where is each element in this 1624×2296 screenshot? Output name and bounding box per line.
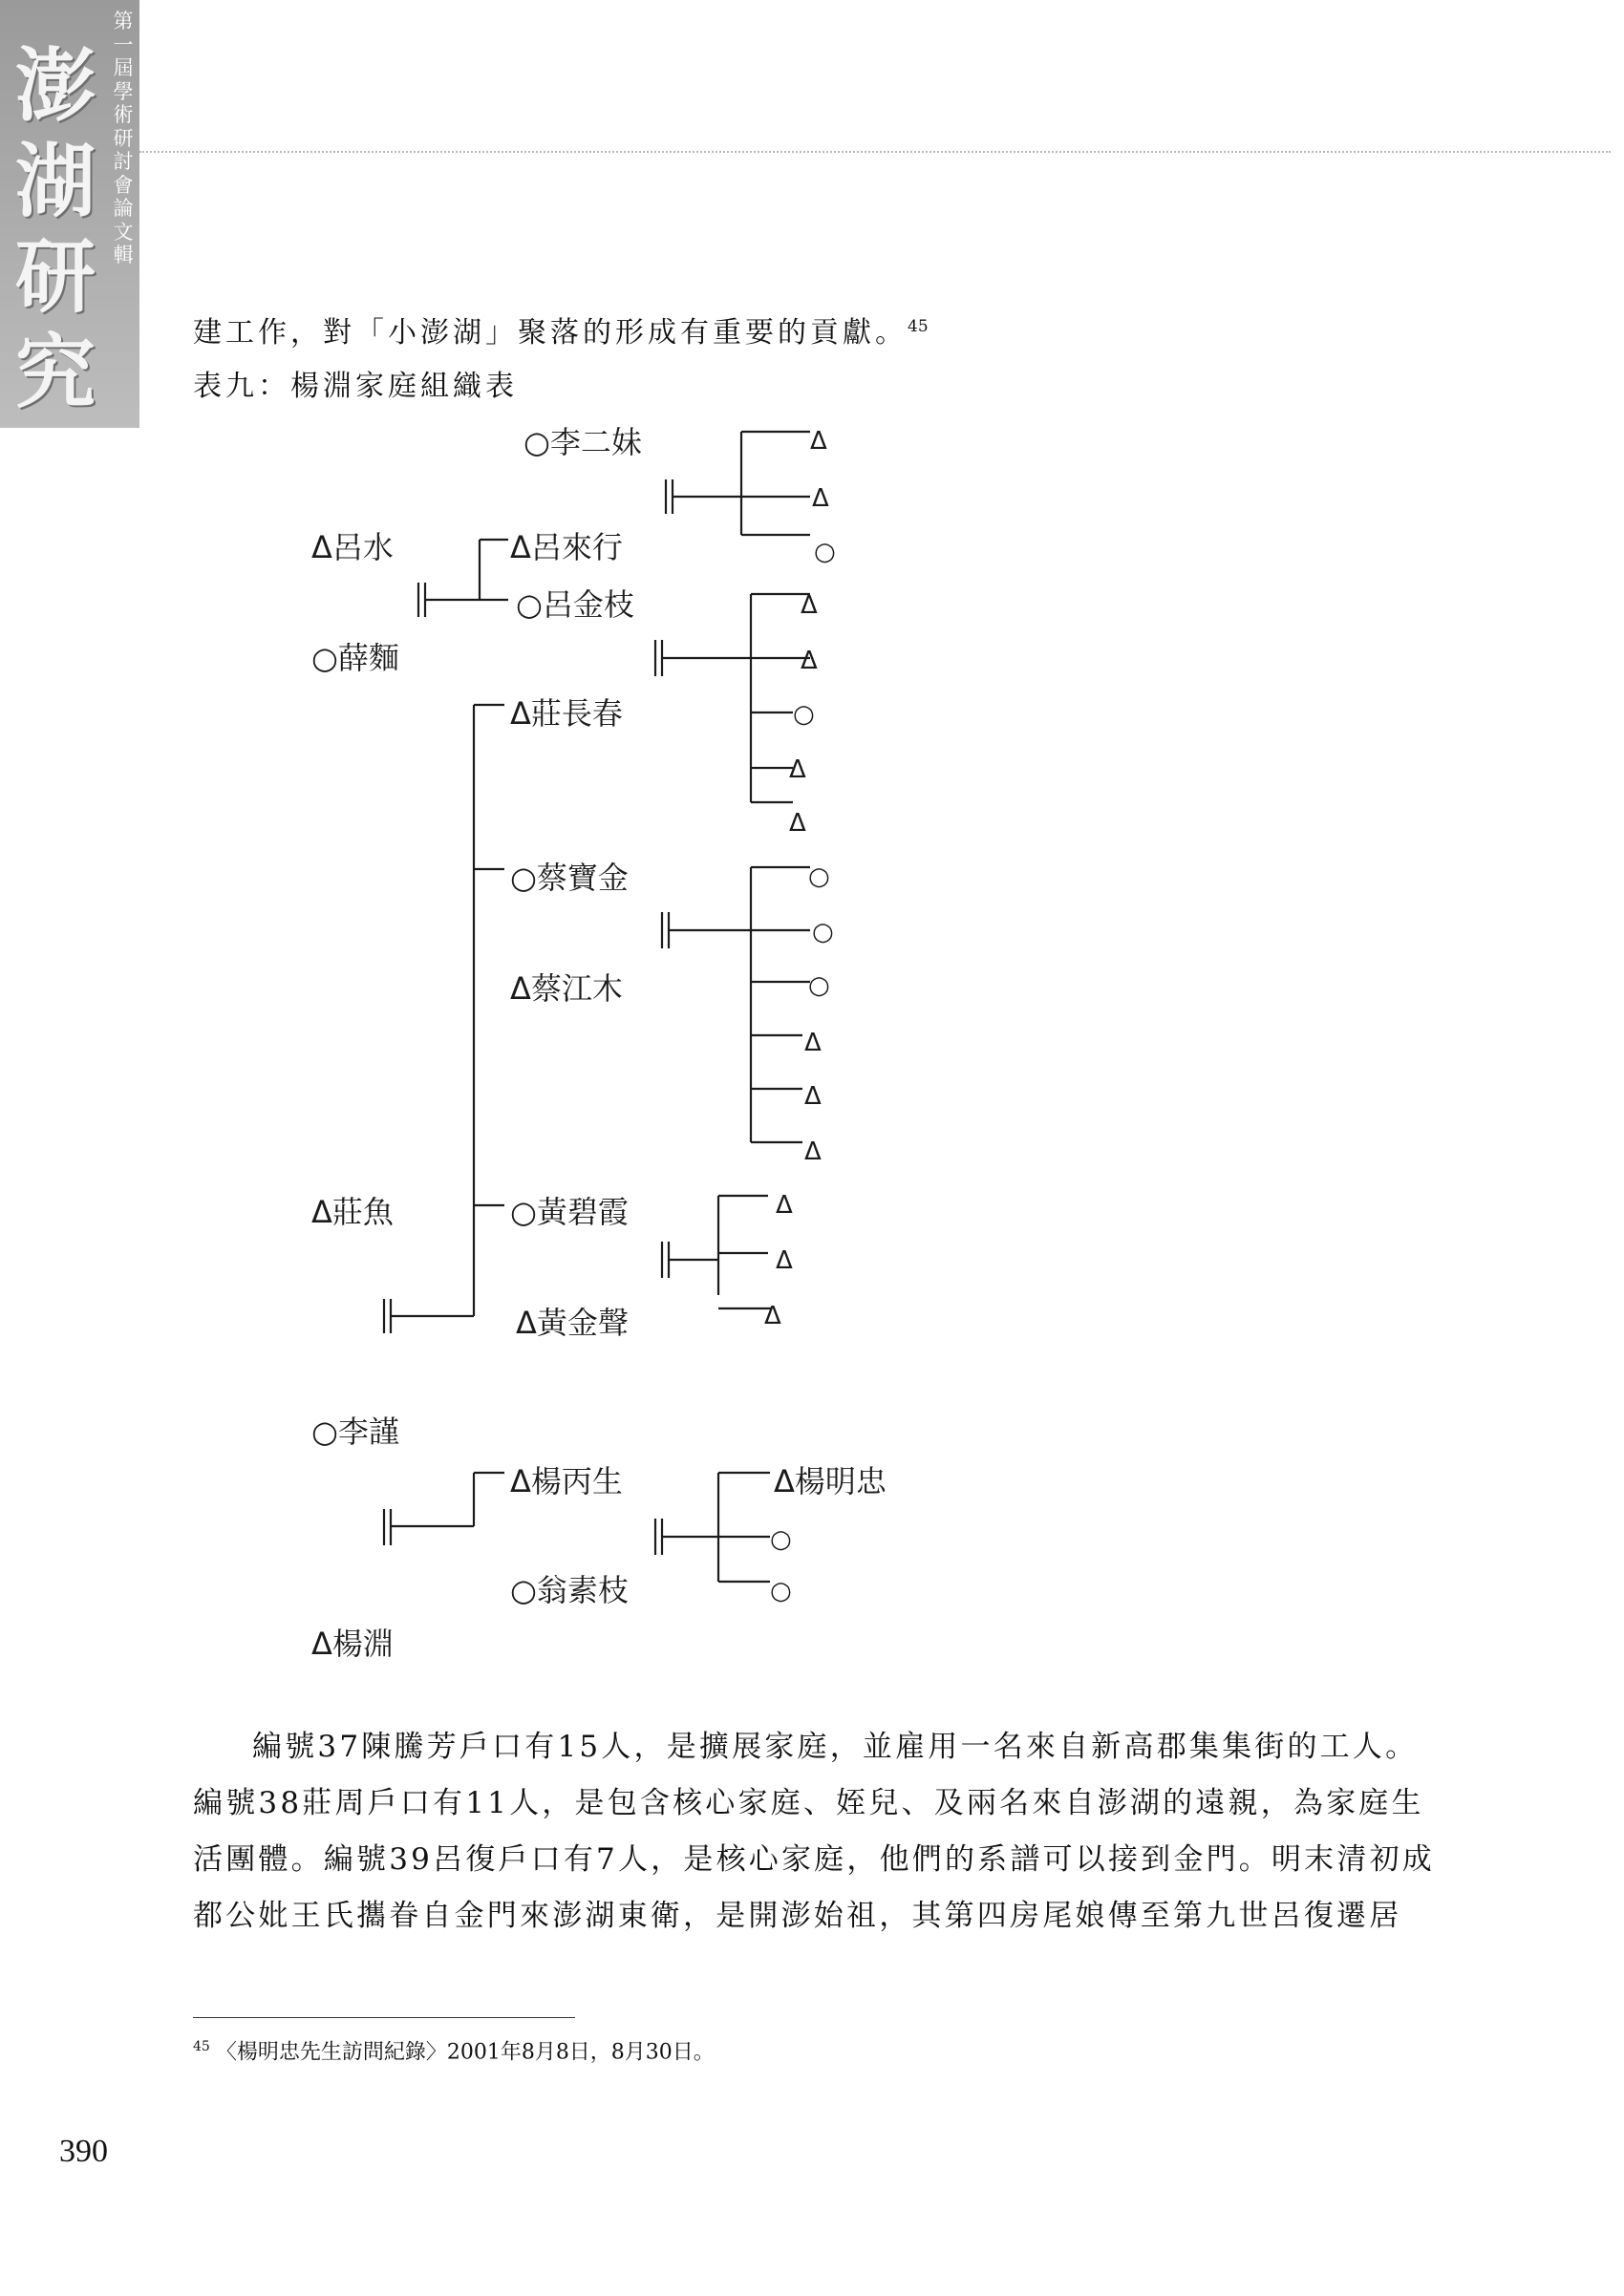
child-symbol: Δ xyxy=(789,809,806,838)
body-paragraph xyxy=(193,1719,1435,1945)
child-symbol: ○ xyxy=(770,1577,792,1605)
footnote xyxy=(193,2032,715,2067)
child-symbol: ○ xyxy=(808,862,830,891)
banner-subtitle-char: 第 xyxy=(113,10,134,32)
person-huang-bixia: ○黃碧霞 xyxy=(510,1194,629,1230)
child-symbol: Δ xyxy=(812,484,829,513)
person-cai-jiangmu: Δ蔡江木 xyxy=(510,970,623,1007)
banner-subtitle-char: 術 xyxy=(113,103,134,126)
paragraph-line: 編號38莊周戶口有11人，是包含核心家庭、姪兒、及兩名來自澎湖的遠親，為家庭生 xyxy=(193,1786,1424,1820)
child-symbol: Δ xyxy=(804,1082,822,1111)
person-li-ermei: ○李二妹 xyxy=(524,424,642,460)
footnote-ref: 45 xyxy=(908,317,929,336)
child-symbol: ○ xyxy=(812,918,834,946)
banner-title-char: 湖 xyxy=(14,134,96,228)
banner-subtitle-char: 一 xyxy=(113,32,134,56)
child-symbol: Δ xyxy=(764,1302,781,1330)
child-symbol: Δ xyxy=(801,647,818,675)
person-yang-bingsheng: Δ楊丙生 xyxy=(510,1463,623,1499)
person-lu-jinzhi: ○呂金枝 xyxy=(516,586,634,623)
person-cai-baojin: ○蔡寶金 xyxy=(510,860,629,896)
child-symbol: Δ xyxy=(804,1137,822,1166)
table-caption: 表九：楊淵家庭組織表 xyxy=(193,370,518,403)
footnote-number: 45 xyxy=(193,2039,210,2054)
person-weng-suzhi: ○翁素枝 xyxy=(510,1572,629,1608)
person-li-jin: ○李謹 xyxy=(311,1414,399,1450)
banner-title-char: 澎 xyxy=(14,38,96,133)
intro-text: 建工作，對「小澎湖」聚落的形成有重要的貢獻。 xyxy=(193,316,908,350)
child-symbol: ○ xyxy=(793,700,815,729)
banner-subtitle-char: 學 xyxy=(113,79,134,103)
banner-subtitle-char: 會 xyxy=(113,173,134,197)
paragraph-line: 都公妣王氏攜眷自金門來澎湖東衛，是開澎始祖，其第四房尾娘傳至第九世呂復遷居 xyxy=(193,1899,1402,1933)
banner-subtitle-char: 討 xyxy=(113,150,134,173)
banner-subtitle-char: 論 xyxy=(113,197,134,220)
paragraph-line: 編號37陳騰芳戶口有15人，是擴展家庭，並雇用一名來自新高郡集集街的工人。 xyxy=(252,1730,1419,1764)
person-lu-laixing: Δ呂來行 xyxy=(510,529,623,565)
person-yang-yuan: Δ楊淵 xyxy=(311,1626,394,1662)
child-symbol: Δ xyxy=(804,1029,822,1057)
child-symbol: Δ xyxy=(789,755,806,784)
paragraph-line: 活團體。編號39呂復戶口有7人，是核心家庭，他們的系譜可以接到金門。明末清初成 xyxy=(193,1842,1435,1877)
person-yang-mingzhong: Δ楊明忠 xyxy=(774,1463,887,1499)
banner-subtitle-char: 輯 xyxy=(113,244,134,266)
child-symbol: ○ xyxy=(808,971,830,1000)
child-symbol: Δ xyxy=(776,1191,793,1220)
person-zhuang-changchun: Δ莊長春 xyxy=(510,695,623,732)
banner-subtitle-char: 研 xyxy=(113,126,134,150)
banner-subtitle-char: 屆 xyxy=(113,56,134,79)
footnote-text: 〈楊明忠先生訪問紀錄〉2001年8月8日，8月30日。 xyxy=(215,2040,715,2065)
person-zhuang-yu: Δ莊魚 xyxy=(311,1194,394,1230)
child-symbol: Δ xyxy=(801,591,818,620)
banner-title-char: 究 xyxy=(14,325,96,419)
banner-subtitle-char: 文 xyxy=(113,220,134,244)
person-huang-jinsheng: Δ黃金聲 xyxy=(516,1305,629,1341)
child-symbol: ○ xyxy=(770,1525,792,1554)
person-lu-shui: Δ呂水 xyxy=(311,529,394,565)
page-number: 390 xyxy=(59,2134,108,2169)
person-xue-mian: ○薛麵 xyxy=(311,640,399,676)
banner-title-char: 研 xyxy=(14,229,96,324)
child-symbol: Δ xyxy=(810,427,827,456)
child-symbol: Δ xyxy=(776,1246,793,1275)
footnote-rule xyxy=(193,2017,575,2018)
child-symbol: ○ xyxy=(814,538,836,566)
